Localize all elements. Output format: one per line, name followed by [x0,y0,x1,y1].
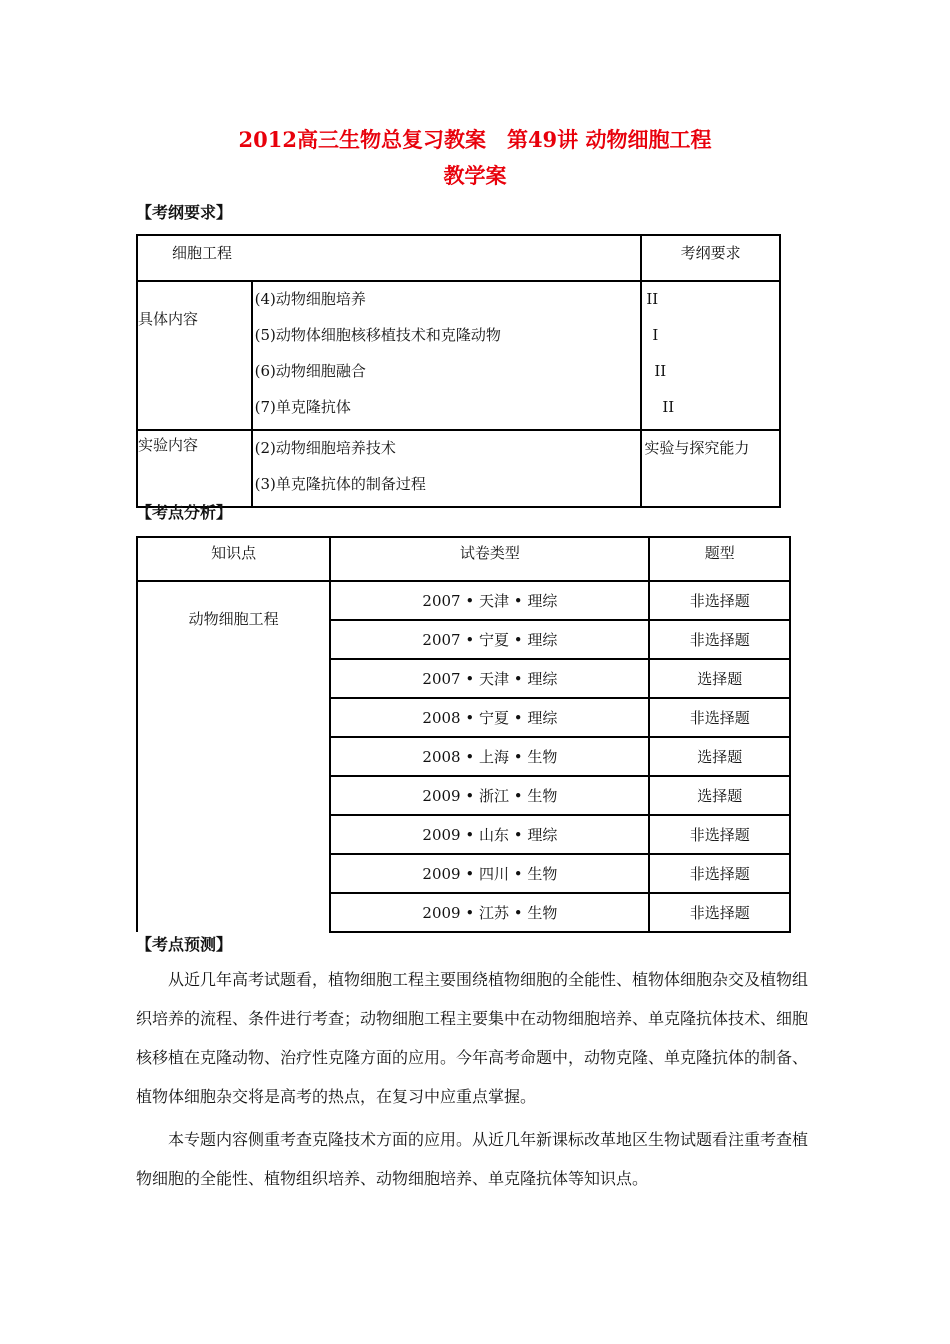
paper-cell: 2008 • 上海 • 生物 [330,737,649,776]
section-heading-analysis: 【考点分析】 [136,503,233,522]
header-cell-paper: 试卷类型 [330,537,649,581]
experiment-level: 实验与探究能力 [644,439,750,457]
experiment-item: (2)动物细胞培养技术 [254,439,396,457]
knowledge-point-cell: 动物细胞工程 [137,581,330,932]
question-type-cell: 选择题 [649,776,790,815]
paper-cell: 2008 • 宁夏 • 理综 [330,698,649,737]
prediction-paragraph: 从近几年高考试题看，植物细胞工程主要围绕植物细胞的全能性、植物体细胞杂交及植物组织培养的流程、条件进行考查；动物细胞工程主要集中在动物细胞培养、单克隆抗体技术、细胞核移植在克隆动物、治疗性克隆方面的应用。今年高考命题中，动物克隆、单克隆抗体的制备、植物体细胞杂交将是高考的热点，在复习中应重点掌握。 [136,970,809,1106]
header-cell-requirement: 考纲要求 [641,235,780,281]
question-type-cell: 非选择题 [649,893,790,932]
table-row [137,581,790,620]
level-value: II [646,290,659,308]
question-type-cell: 非选择题 [649,581,790,620]
question-type-cell: 非选择题 [649,698,790,737]
category-cell-experiment: 实验内容 [137,430,252,507]
header-cell-engineering: 细胞工程 [137,235,641,281]
question-type-cell: 选择题 [649,737,790,776]
content-item: (4)动物细胞培养 [254,290,366,308]
question-type-cell: 非选择题 [649,815,790,854]
section-heading-prediction: 【考点预测】 [136,935,233,954]
paper-cell: 2009 • 江苏 • 生物 [330,893,649,932]
level-value: II [662,398,675,416]
level-value: I [652,326,659,344]
document-subtitle: 教学案 [443,163,507,188]
paper-cell: 2009 • 山东 • 理综 [330,815,649,854]
question-type-cell: 非选择题 [649,854,790,893]
header-cell-type: 题型 [649,537,790,581]
section-heading-syllabus: 【考纲要求】 [136,203,233,222]
content-item: (5)动物体细胞核移植技术和克隆动物 [254,326,501,344]
content-item: (6)动物细胞融合 [254,362,366,380]
header-cell-knowledge: 知识点 [137,537,330,581]
paper-cell: 2009 • 浙江 • 生物 [330,776,649,815]
category-cell-content: 具体内容 [137,281,252,430]
paper-cell: 2007 • 宁夏 • 理综 [330,620,649,659]
question-type-cell: 选择题 [649,659,790,698]
syllabus-table [136,234,781,508]
prediction-paragraph-2: 本专题内容侧重考查克隆技术方面的应用。从近几年新课标改革地区生物试题看注重考查植物细胞的全能性、植物组织培养、动物细胞培养、单克隆抗体等知识点。 [136,1130,809,1188]
paper-cell: 2009 • 四川 • 生物 [330,854,649,893]
content-item: (7)单克隆抗体 [254,398,351,416]
experiment-item: (3)单克隆抗体的制备过程 [254,475,426,493]
level-value: II [654,362,667,380]
paper-cell: 2007 • 天津 • 理综 [330,581,649,620]
question-type-cell: 非选择题 [649,620,790,659]
paper-cell: 2007 • 天津 • 理综 [330,659,649,698]
document-title: 2012高三生物总复习教案 第49讲 动物细胞工程 [238,127,712,152]
analysis-table [136,536,791,933]
